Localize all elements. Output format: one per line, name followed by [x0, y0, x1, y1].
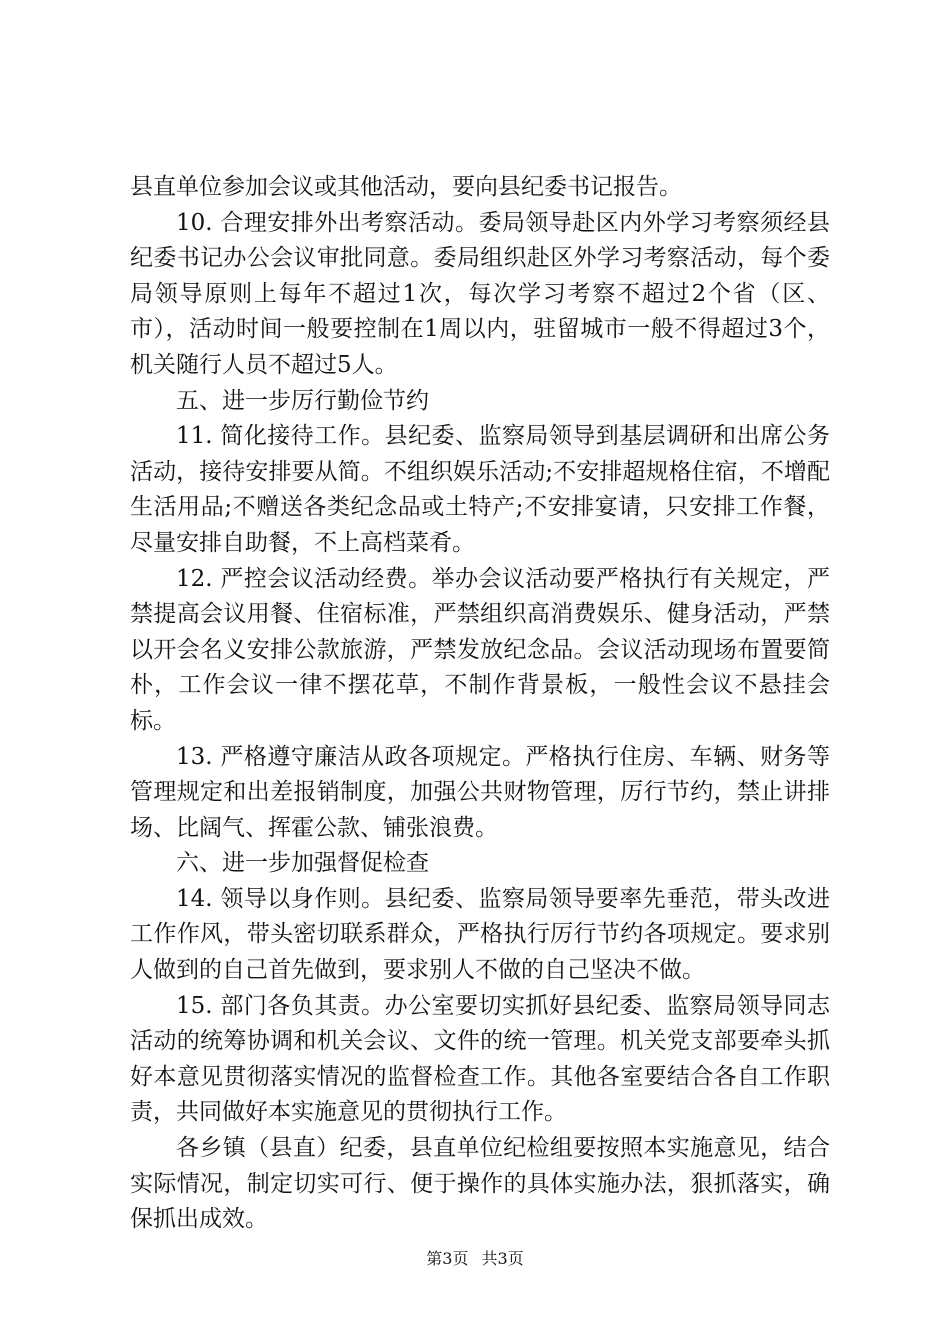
paragraph: 10. 合理安排外出考察活动。委局领导赴区内外学习考察须经县纪委书记办公会议审批同意。委局组织赴区外学习考察活动，每个委局领导原则上每年不超过1次，每次学习考察不超过2个省（区、市），活动时间一般要控制在1周以内，驻留城市一般不得超过3个，机关随行人员不超过5人。	[130, 209, 830, 378]
total-pages: 共3页	[481, 1249, 524, 1268]
paragraph: 各乡镇（县直）纪委，县直单位纪检组要按照本实施意见，结合实际情况，制定切实可行、便于操作的具体实施办法，狠抓落实，确保抓出成效。	[130, 1135, 830, 1233]
page-number: 第3页	[426, 1249, 469, 1268]
section-heading: 六、进一步加强督促检查	[176, 850, 429, 877]
paragraph: 13. 严格遵守廉洁从政各项规定。严格执行住房、车辆、财务等管理规定和出差报销制度，加强公共财物管理，厉行节约，禁止讲排场、比阔气、挥霍公款、铺张浪费。	[130, 743, 830, 841]
paragraph: 14. 领导以身作则。县纪委、监察局领导要率先垂范，带头改进工作作风，带头密切联系群众，严格执行厉行节约各项规定。要求别人做到的自己首先做到，要求别人不做的自己坚决不做。	[130, 885, 830, 984]
paragraph: 15. 部门各负其责。办公室要切实抓好县纪委、监察局领导同志活动的统筹协调和机关会议、文件的统一管理。机关党支部要牵头抓好本意见贯彻落实情况的监督检查工作。其他各室要结合各自工作职责，共同做好本实施意见的贯彻执行工作。	[130, 992, 830, 1126]
paragraph: 11. 简化接待工作。县纪委、监察局领导到基层调研和出席公务活动，接待安排要从简。不组织娱乐活动;不安排超规格住宿，不增配生活用品;不赠送各类纪念品或土特产;不安排宴请，只安排工作餐，尽量安排自助餐，不上高档菜肴。	[130, 423, 830, 556]
paragraph: 12. 严控会议活动经费。举办会议活动要严格执行有关规定，严禁提高会议用餐、住宿标准，严禁组织高消费娱乐、健身活动，严禁以开会名义安排公款旅游，严禁发放纪念品。会议活动现场布置要简朴，工作会议一律不摆花草，不制作背景板，一般性会议不悬挂会标。	[130, 565, 830, 734]
section-heading: 五、进一步厉行勤俭节约	[176, 387, 429, 414]
document-body	[130, 170, 830, 1238]
page-footer	[0, 1246, 950, 1269]
paragraph: 县直单位参加会议或其他活动，要向县纪委书记报告。	[130, 174, 682, 200]
